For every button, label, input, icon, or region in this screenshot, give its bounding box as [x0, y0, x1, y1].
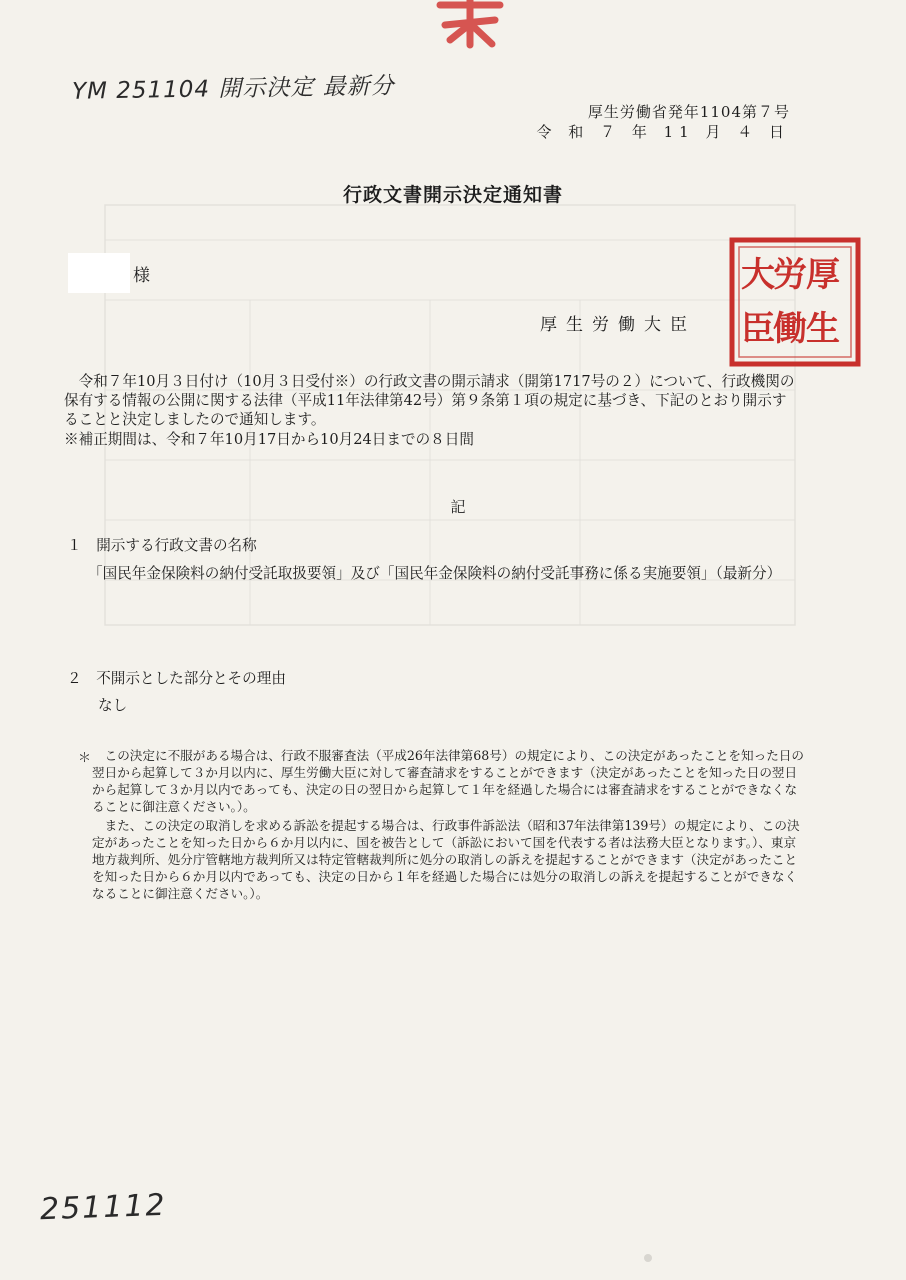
appeal-notes	[92, 747, 804, 904]
handwritten-date-note: 251112	[39, 1187, 168, 1228]
recipient-honorific: 様	[133, 266, 150, 286]
notice-body	[64, 372, 799, 429]
partial-stamp-icon	[430, 0, 510, 50]
svg-text:厚: 厚	[806, 255, 840, 295]
sender-minister: 厚生労働大臣	[540, 315, 696, 335]
handwritten-reference-note: YM 251104 開示決定 最新分	[71, 73, 395, 105]
appeal-note-lawsuit: また、この決定の取消しを求める訴訟を提起する場合は、行政事件訴訟法（昭和37年法律第139号）の規定により、この決定があったことを知った日から６か月以内に、国を被告として（訴訟において国を代表する者は法務大臣となります。）、東京地方裁判所、処分庁管轄地方裁判所又は特定管轄裁判所に処分の取消しの訴えを提起することができます（決定があったことを知った日から６か月以内であっても、決定の日から１年を経過した場合には処分の取消しの訴えを提起することができなくなることに御注意ください。）。	[92, 818, 800, 901]
section1-heading: １ 開示する行政文書の名称	[67, 537, 257, 554]
svg-text:臣: 臣	[741, 309, 775, 349]
correction-period-note: ※補正期間は、令和７年10月17日から10月24日までの８日間	[64, 431, 474, 448]
svg-text:労: 労	[773, 255, 807, 295]
redacted-recipient-name	[68, 253, 130, 293]
document-date: 令 和 ７ 年 11 月 ４ 日	[536, 123, 790, 141]
ki-marker: 記	[450, 498, 466, 516]
section2-heading: ２ 不開示とした部分とその理由	[67, 670, 286, 687]
official-seal-icon	[728, 236, 862, 368]
notes-asterisk: ＊	[78, 751, 92, 766]
svg-text:大: 大	[741, 255, 775, 295]
svg-text:働: 働	[773, 309, 807, 349]
punch-hole-mark	[644, 1254, 652, 1262]
document-number: 厚生労働省発年1104第７号	[587, 103, 790, 121]
document-title: 行政文書開示決定通知書	[342, 184, 563, 206]
svg-text:生: 生	[806, 309, 840, 349]
notice-paragraph: 令和７年10月３日付け（10月３日受付※）の行政文書の開示請求（開第1717号の２）について、行政機関の保有する情報の公開に関する法律（平成11年法律第42号）第９条第１項の規定に基づき、下記のとおり開示することと決定しましたので通知します。	[64, 373, 795, 428]
appeal-note-review: この決定に不服がある場合は、行政不服審査法（平成26年法律第68号）の規定により、この決定があったことを知った日の翌日から起算して３か月以内に、厚生労働大臣に対して審査請求をすることができます（決定があったことを知った日の翌日から起算して３か月以内であっても、決定の日の翌日から起算して１年を経過した場合には審査請求をすることができなくなることに御注意ください。）。	[92, 748, 804, 814]
section1-document-names: 「国民年金保険料の納付受託取扱要領」及び「国民年金保険料の納付受託事務に係る実施要領」（最新分）	[88, 565, 782, 582]
section2-content: なし	[98, 697, 128, 714]
